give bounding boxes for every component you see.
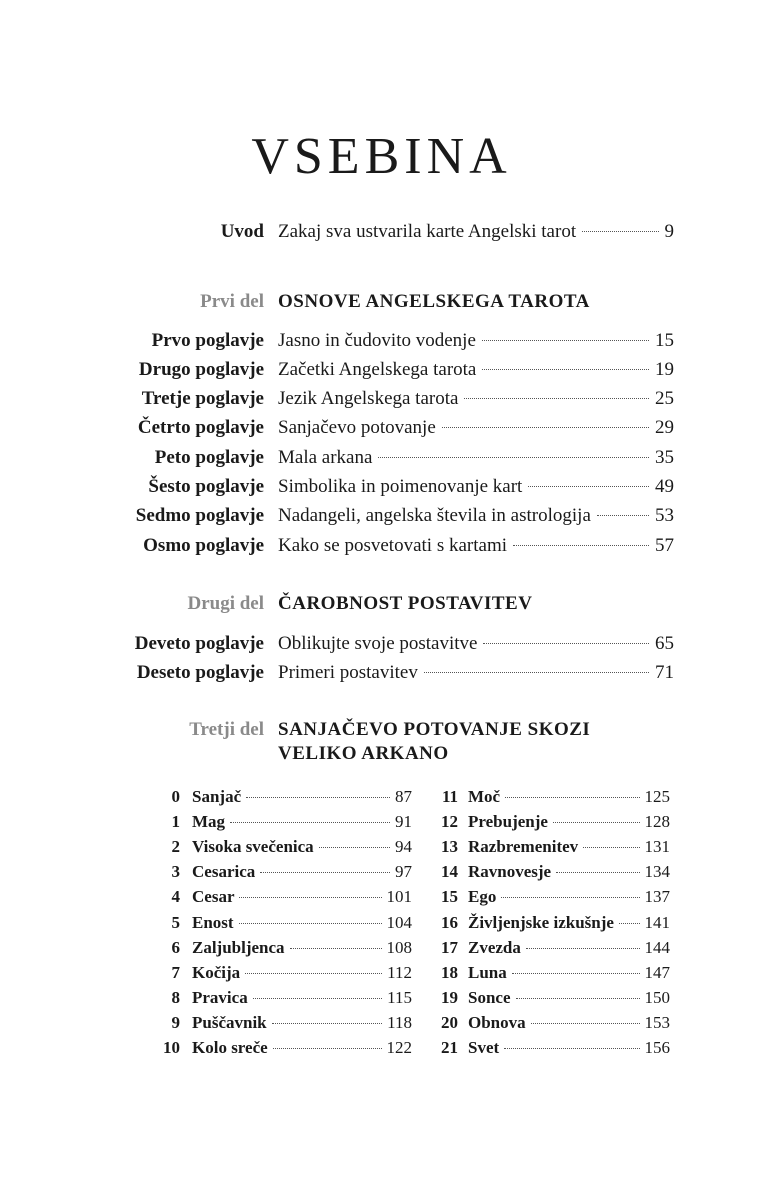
arcana-entry[interactable] [160, 859, 412, 884]
page-number: 112 [387, 962, 412, 982]
chapter-label: Sedmo poglavje [135, 505, 264, 526]
arcana-entry[interactable] [420, 935, 670, 960]
arcana-number: 16 [441, 912, 458, 932]
toc-entry-chapter[interactable] [0, 327, 763, 355]
arcana-entry[interactable] [420, 809, 670, 834]
arcana-number: 0 [171, 787, 180, 806]
dot-leader [246, 797, 390, 798]
arcana-number: 4 [171, 887, 180, 907]
part-heading-3 [0, 716, 763, 768]
arcana-name: Cesarica [192, 862, 256, 882]
chapter-label: Osmo poglavje [143, 535, 264, 556]
page-number: 29 [655, 417, 674, 438]
dot-leader [464, 398, 649, 399]
entry-title: Simbolika in poimenovanje kart [278, 476, 523, 497]
arcana-entry[interactable] [160, 834, 412, 859]
dot-leader [553, 822, 640, 823]
arcana-name: Sanjač [192, 787, 242, 806]
chapter-label: Šesto poglavje [148, 476, 264, 497]
dot-leader [526, 948, 640, 949]
chapter-label: Peto poglavje [154, 447, 264, 468]
chapter-label: Deveto poglavje [134, 633, 264, 654]
arcana-name: Ravnovesje [468, 862, 552, 882]
dot-leader [272, 1023, 382, 1024]
dot-leader [556, 872, 639, 873]
arcana-number: 18 [441, 962, 458, 982]
dot-leader [253, 998, 382, 999]
arcana-name: Zaljubljenca [192, 937, 285, 957]
arcana-number: 7 [171, 962, 180, 982]
part-heading-2 [0, 590, 763, 618]
arcana-entry[interactable] [420, 1010, 670, 1035]
dot-leader [260, 872, 390, 873]
arcana-entry[interactable] [420, 910, 670, 935]
arcana-name: Razbremenitev [468, 837, 579, 857]
dot-leader [513, 545, 649, 546]
dot-leader [501, 897, 639, 898]
page-number: 128 [644, 812, 670, 832]
arcana-entry[interactable] [160, 784, 412, 809]
arcana-number: 14 [441, 862, 458, 882]
toc-entry-chapter[interactable] [0, 502, 763, 530]
page-number: 131 [644, 837, 670, 857]
arcana-entry[interactable] [160, 1035, 412, 1060]
dot-leader [230, 822, 390, 823]
dot-leader [378, 457, 649, 458]
page-number: 97 [395, 862, 412, 882]
dot-leader [319, 847, 390, 848]
page-number: 19 [655, 359, 674, 380]
page-number: 87 [395, 787, 412, 806]
arcana-entry[interactable] [160, 910, 412, 935]
intro-label: Uvod [220, 221, 264, 242]
page-number: 94 [395, 837, 412, 857]
arcana-name: Ego [468, 887, 497, 907]
chapter-label: Drugo poglavje [138, 359, 264, 380]
arcana-entry[interactable] [160, 985, 412, 1010]
dot-leader [482, 369, 649, 370]
dot-leader [528, 486, 649, 487]
page-number: 25 [655, 388, 674, 409]
arcana-name: Življenjske izkušnje [468, 912, 614, 932]
toc-entry-chapter[interactable] [0, 630, 763, 658]
page-number: 53 [655, 505, 674, 526]
arcana-number: 10 [163, 1038, 180, 1057]
dot-leader [619, 923, 640, 924]
dot-leader [531, 1023, 640, 1024]
entry-title: Sanjačevo potovanje [278, 417, 436, 438]
part-title: OSNOVE ANGELSKEGA TAROTA [278, 291, 590, 312]
dot-leader [583, 847, 639, 848]
toc-entry-chapter[interactable] [0, 385, 763, 413]
page-number: 141 [644, 912, 670, 932]
page-number: 147 [644, 962, 670, 982]
dot-leader [273, 1048, 382, 1049]
dot-leader [482, 340, 649, 341]
page-number: 35 [655, 447, 674, 468]
dot-leader [424, 672, 649, 673]
arcana-number: 15 [441, 887, 458, 907]
arcana-number: 9 [171, 1012, 180, 1032]
dot-leader [245, 973, 382, 974]
dot-leader [239, 897, 381, 898]
arcana-number: 17 [441, 937, 458, 957]
toc-entry-chapter[interactable] [0, 414, 763, 442]
entry-title: Začetki Angelskega tarota [278, 359, 477, 380]
entry-title: Kako se posvetovati s kartami [278, 535, 508, 556]
arcana-number: 8 [171, 987, 180, 1007]
page-number: 49 [655, 476, 674, 497]
dot-leader [290, 948, 382, 949]
entry-title: Oblikujte svoje postavitve [278, 633, 478, 654]
arcana-name: Cesar [192, 887, 235, 907]
arcana-entry[interactable] [420, 859, 670, 884]
chapter-label: Prvo poglavje [151, 330, 264, 351]
page-number: 108 [386, 937, 412, 957]
toc-entry-intro[interactable] [0, 218, 763, 246]
page-number: 153 [644, 1012, 670, 1032]
arcana-entry[interactable] [420, 784, 670, 809]
part-title-line: VELIKO ARKANO [278, 743, 449, 764]
arcana-name: Kolo sreče [192, 1038, 268, 1057]
arcana-name: Kočija [192, 962, 241, 982]
page-number: 115 [387, 987, 412, 1007]
arcana-entry[interactable] [160, 935, 412, 960]
page-number: 125 [644, 787, 670, 806]
arcana-name: Zvezda [468, 937, 521, 957]
page-number: 91 [395, 812, 412, 832]
arcana-entry[interactable] [160, 960, 412, 985]
page-number: 118 [387, 1012, 412, 1032]
page-number: 104 [386, 912, 412, 932]
part-label: Tretji del [189, 719, 264, 740]
chapter-label: Deseto poglavje [136, 662, 264, 683]
part-heading-1 [0, 288, 763, 316]
entry-title: Jasno in čudovito vodenje [278, 330, 476, 351]
entry-title: Mala arkana [278, 447, 373, 468]
page-number: 65 [655, 633, 674, 654]
arcana-name: Mag [192, 812, 226, 832]
arcana-entry[interactable] [420, 1035, 670, 1060]
dot-leader [516, 998, 640, 999]
entry-title: Primeri postavitev [278, 662, 418, 683]
arcana-entry[interactable] [420, 960, 670, 985]
page-number: 137 [644, 887, 670, 907]
chapter-label: Četrto poglavje [137, 417, 264, 438]
arcana-number: 5 [171, 912, 180, 932]
part-title-line: SANJAČEVO POTOVANJE SKOZI [278, 719, 591, 740]
arcana-number: 1 [171, 812, 180, 832]
arcana-number: 13 [441, 837, 458, 857]
toc-entry-chapter[interactable] [0, 444, 763, 472]
arcana-name: Puščavnik [192, 1012, 267, 1032]
arcana-entry[interactable] [160, 1010, 412, 1035]
arcana-number: 11 [441, 787, 458, 806]
page-number: 144 [644, 937, 670, 957]
dot-leader [505, 797, 639, 798]
dot-leader [483, 643, 649, 644]
dot-leader [504, 1048, 639, 1049]
arcana-entry[interactable] [160, 884, 412, 909]
arcana-number: 20 [441, 1012, 458, 1032]
dot-leader [582, 231, 658, 232]
dot-leader [597, 515, 649, 516]
part-label: Drugi del [187, 593, 264, 614]
arcana-name: Svet [468, 1038, 500, 1057]
page-number: 122 [386, 1038, 412, 1057]
arcana-name: Moč [468, 787, 501, 806]
arcana-name: Enost [192, 912, 234, 932]
arcana-number: 3 [171, 862, 180, 882]
toc-entry-chapter[interactable] [0, 659, 763, 687]
arcana-number: 19 [441, 987, 458, 1007]
page-number: 134 [644, 862, 670, 882]
arcana-entry[interactable] [420, 985, 670, 1010]
part-label: Prvi del [200, 291, 264, 312]
arcana-number: 6 [171, 937, 180, 957]
arcana-entry[interactable] [420, 834, 670, 859]
dot-leader [442, 427, 649, 428]
page-number: 15 [655, 330, 674, 351]
arcana-name: Luna [468, 962, 507, 982]
arcana-name: Visoka svečenica [192, 837, 314, 857]
page-number: 57 [655, 535, 674, 556]
page-title: VSEBINA [251, 127, 512, 185]
part-title: ČAROBNOST POSTAVITEV [278, 593, 533, 614]
entry-title: Nadangeli, angelska števila in astrologija [278, 505, 591, 526]
chapter-label: Tretje poglavje [141, 388, 264, 409]
dot-leader [512, 973, 640, 974]
toc-entry-chapter[interactable] [0, 532, 763, 560]
toc-entry-chapter[interactable] [0, 473, 763, 501]
arcana-name: Prebujenje [468, 812, 548, 832]
page-number: 9 [664, 221, 674, 242]
arcana-number: 2 [171, 837, 180, 857]
arcana-number: 21 [441, 1038, 458, 1057]
page-number: 71 [655, 662, 674, 683]
entry-title: Zakaj sva ustvarila karte Angelski tarot [278, 221, 577, 242]
arcana-entry[interactable] [420, 884, 670, 909]
arcana-name: Obnova [468, 1012, 526, 1032]
entry-title: Jezik Angelskega tarota [278, 388, 459, 409]
page-number: 156 [644, 1038, 670, 1057]
arcana-name: Pravica [192, 987, 248, 1007]
arcana-name: Sonce [468, 987, 511, 1007]
arcana-number: 12 [441, 812, 458, 832]
page-number: 150 [644, 987, 670, 1007]
toc-entry-chapter[interactable] [0, 356, 763, 384]
page-number: 101 [386, 887, 412, 907]
arcana-entry[interactable] [160, 809, 412, 834]
dot-leader [239, 923, 382, 924]
